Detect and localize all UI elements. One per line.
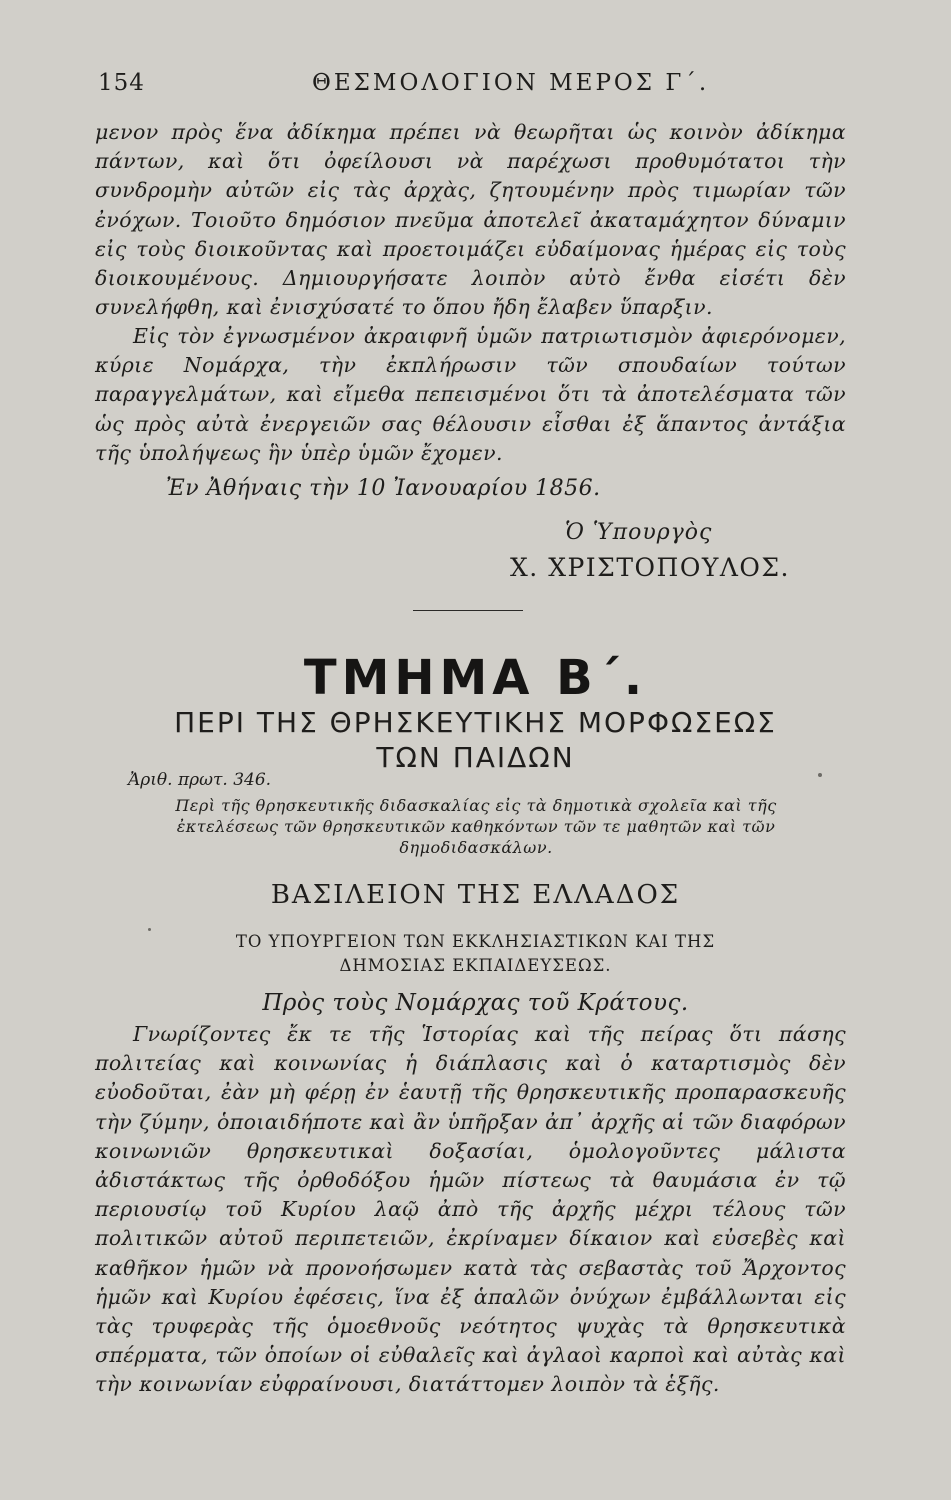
ministry-heading-line1: ΤΟ ΥΠΟΥΡΓΕΙΟΝ ΤΩΝ ΕΚΚΛΗΣΙΑΣΤΙΚΩΝ ΚΑΙ ΤΗΣ [235, 932, 716, 951]
ministry-heading-line2: ΔΗΜΟΣΙΑΣ ΕΚΠΑΙΔΕΥΣΕΩΣ. [339, 956, 612, 975]
page-header [98, 70, 861, 106]
section-subtitle-line1: ΠΕΡΙ ΤΗΣ ΘΡΗΣΚΕΥΤΙΚΗΣ ΜΟΡΦΩΣΕΩΣ [174, 706, 777, 739]
section-divider [413, 610, 523, 611]
addressee-line: Πρὸς τοὺς Νομάρχας τοῦ Κράτους. [262, 990, 689, 1016]
running-title: ΘΕΣΜΟΛΟΓΙΟΝ ΜΕΡΟΣ Γ΄. [312, 70, 710, 96]
ink-speck [148, 928, 151, 931]
continued-paragraph: μενον πρὸς ἕνα ἀδίκημα πρέπει νὰ θεωρῆται ὡς κοινὸν ἀδίκημα πάντων, καὶ ὅτι ὀφείλουσι νὰ παρέχωσι προθυμότατοι τὴν συνδρομὴν αὐτῶν εἰς τὰς ἀρχὰς, ζητουμένην πρὸς τιμωρίαν τῶν ἐνόχων. Τοιοῦτο δημόσιον πνεῦμα ἀποτελεῖ ἀκαταμάχητον δύναμιν εἰς τοὺς διοικοῦντας καὶ προετοιμάζει εὐδαίμονας ἡμέρας εἰς τοὺς διοικουμένους. Δημιουργήσατε λοιπὸν αὐτὸ ἔνθα εἰσέτι δὲν συνελήφθη, καὶ ἐνισχύσατέ το ὅπου ἤδη ἔλαβεν ὕπαρξιν. [95, 120, 846, 320]
circular-body: Γνωρίζοντες ἔκ τε τῆς Ἱστορίας καὶ τῆς πείρας ὅτι πάσης πολιτείας καὶ κοινωνίας ἡ διάπλασις καὶ ὁ καταρτισμὸς δὲν εὐοδοῦται, ἐὰν μὴ φέρῃ ἐν ἑαυτῇ τῆς θρησκευτικῆς προπαρασκευῆς τὴν ζύμην, ὁποιαιδήποτε καὶ ἂν ὑπῆρξαν ἀπ᾽ ἀρχῆς αἱ τῶν διαφόρων κοινωνιῶν θρησκευτικαὶ δοξασίαι, ὁμολογοῦντες μάλιστα ἀδιστάκτως τῆς ὀρθοδόξου ἡμῶν πίστεως τὰ θαυμάσια ἐν τῷ περιουσίῳ τοῦ Κυρίου λαῷ ἀπὸ τῆς ἀρχῆς μέχρι τέλους τῶν πολιτικῶν αὐτοῦ περιπετειῶν, ἐκρίναμεν δίκαιον καὶ εὐσεβὲς καὶ καθῆκον ἡμῶν νὰ προνοήσωμεν κατὰ τὰς σεβαστὰς τοῦ Ἄρχοντος ἡμῶν καὶ Κυρίου ἐφέσεις, ἵνα ἐξ ἁπαλῶν ὀνύχων ἐμβάλλωνται εἰς τὰς τρυφερὰς τῆς ὁμοεθνοῦς νεότητος ψυχὰς τὰ θρησκευτικὰ σπέρματα, τῶν ὁποίων οἱ εὐθαλεῖς καὶ ἀγλαοὶ καρποὶ καὶ αὐτὰς καὶ τὴν κοινωνίαν εὐφραίνουσι, διατάττομεν λοιπὸν τὰ ἑξῆς. [95, 1022, 846, 1397]
section-title: ΤΜΗΜΑ Β΄. [303, 650, 648, 706]
date-line: Ἐν Ἀθήναις τὴν 10 Ἰανουαρίου 1856. [166, 476, 601, 501]
signatory-title: Ὁ Ὑπουργὸς [565, 520, 713, 545]
signatory-name: Χ. ΧΡΙΣΤΟΠΟΥΛΟΣ. [510, 553, 791, 582]
kingdom-heading: ΒΑΣΙΛΕΙΟΝ ΤΗΣ ΕΛΛΑΔΟΣ [270, 880, 681, 910]
ink-speck [818, 773, 822, 777]
document-subject: Περὶ τῆς θρησκευτικῆς διδασκαλίας εἰς τὰ δημοτικὰ σχολεῖα καὶ τῆς ἐκτελέσεως τῶν θρησκευτικῶν καθηκόντων τῶν τε μαθητῶν καὶ τῶν δημοδιδασκάλων. [175, 796, 777, 857]
section-subtitle-line2: ΤΩΝ ΠΑΙΔΩΝ [376, 741, 575, 774]
protocol-number: Ἀριθ. πρωτ. 346. [128, 770, 272, 790]
page-number: 154 [98, 70, 145, 96]
closing-paragraph: Εἰς τὸν ἐγνωσμένον ἀκραιφνῆ ὑμῶν πατριωτισμὸν ἀφιερόνομεν, κύριε Νομάρχα, τὴν ἐκπλήρωσιν τῶν σπουδαίων τούτων παραγγελμάτων, καὶ εἴμεθα πεπεισμένοι ὅτι τὰ ἀποτελέσματα τῶν ὡς πρὸς αὐτὰ ἐνεργειῶν σας θέλουσιν εἶσθαι ἐξ ἅπαντος ἀντάξια τῆς ὑπολήψεως ἣν ὑπὲρ ὑμῶν ἔχομεν. [95, 324, 846, 465]
